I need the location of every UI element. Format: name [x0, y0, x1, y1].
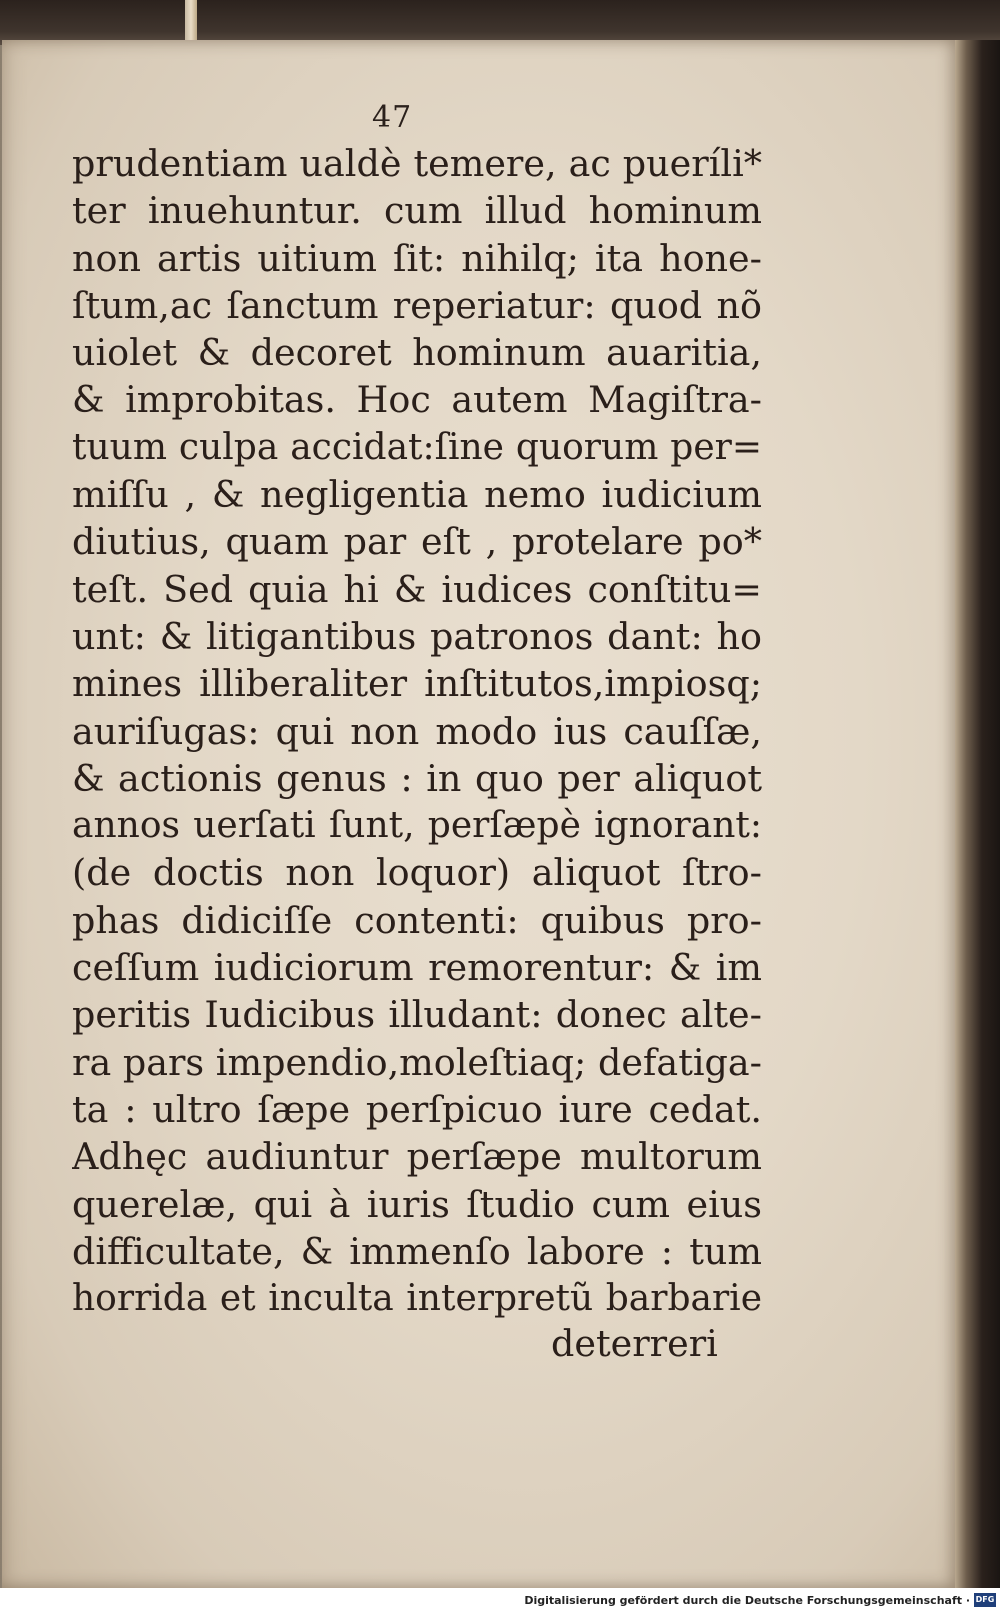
page-gutter-shadow	[955, 40, 1000, 1588]
catchword: deterreri	[551, 1322, 718, 1365]
page-stack-edge	[0, 0, 1000, 45]
text-line: ra pars impendio,moleſtiaq; defatiga-	[72, 1040, 762, 1084]
text-line: ceſſum iudiciorum remorentur: & im	[72, 946, 762, 990]
text-line: mines illiberaliter inſtitutos,impiosq;	[72, 662, 762, 706]
text-line: ter inuehuntur. cum illud hominum	[72, 189, 762, 233]
text-line: prudentiam ualdè temere, ac pueríli*	[72, 142, 762, 185]
text-line: & improbitas. Hoc autem Magiſtra-	[72, 378, 762, 422]
footer-credit: Digitalisierung gefördert durch die Deutsche Forschungsgemeinschaft ·	[524, 1594, 970, 1607]
text-line: uiolet & decoret hominum auaritia,	[72, 331, 762, 375]
dfg-logo-icon: DFG	[974, 1593, 996, 1607]
text-line: ſtum,ac ſanctum reperiatur: quod nõ	[72, 283, 762, 327]
page-number: 47	[372, 100, 413, 135]
body-text	[72, 140, 762, 1322]
text-line: Adhęc audiuntur perſæpe multorum	[72, 1135, 762, 1179]
text-line: ta : ultro ſæpe perſpicuo iure cedat.	[72, 1087, 762, 1131]
text-line: & actionis genus : in quo per aliquot	[72, 756, 762, 800]
text-line: teſt. Sed quia hi & iudices conſtitu=	[72, 567, 762, 611]
text-line: querelæ, qui à iuris ſtudio cum eius	[72, 1182, 762, 1226]
text-line: unt: & litigantibus patronos dant: ho	[72, 614, 762, 658]
page-edge-strip	[185, 0, 197, 40]
text-line: horrida et inculta interpretũ barbarie	[72, 1278, 762, 1320]
text-line: miſſu , & negligentia nemo iudicium	[72, 473, 762, 517]
text-line: (de doctis non loquor) aliquot ſtro-	[72, 851, 762, 895]
text-line: non artis uitium ſit: nihilq; ita hone-	[72, 236, 762, 280]
digitization-footer	[0, 1588, 1000, 1617]
text-line: difficultate, & immenſo labore : tum	[72, 1229, 762, 1273]
text-line: auriſugas: qui non modo ius cauſſæ,	[72, 709, 762, 753]
text-line: peritis Iudicibus illudant: donec alte-	[72, 993, 762, 1037]
text-line: annos uerſati ſunt, perſæpè ignorant:	[72, 805, 762, 847]
text-line: phas didiciſſe contenti: quibus pro-	[72, 898, 762, 942]
text-line: tuum culpa accidat:ſine quorum per=	[72, 426, 762, 468]
text-line: diutius, quam par eſt , protelare po*	[72, 520, 762, 564]
